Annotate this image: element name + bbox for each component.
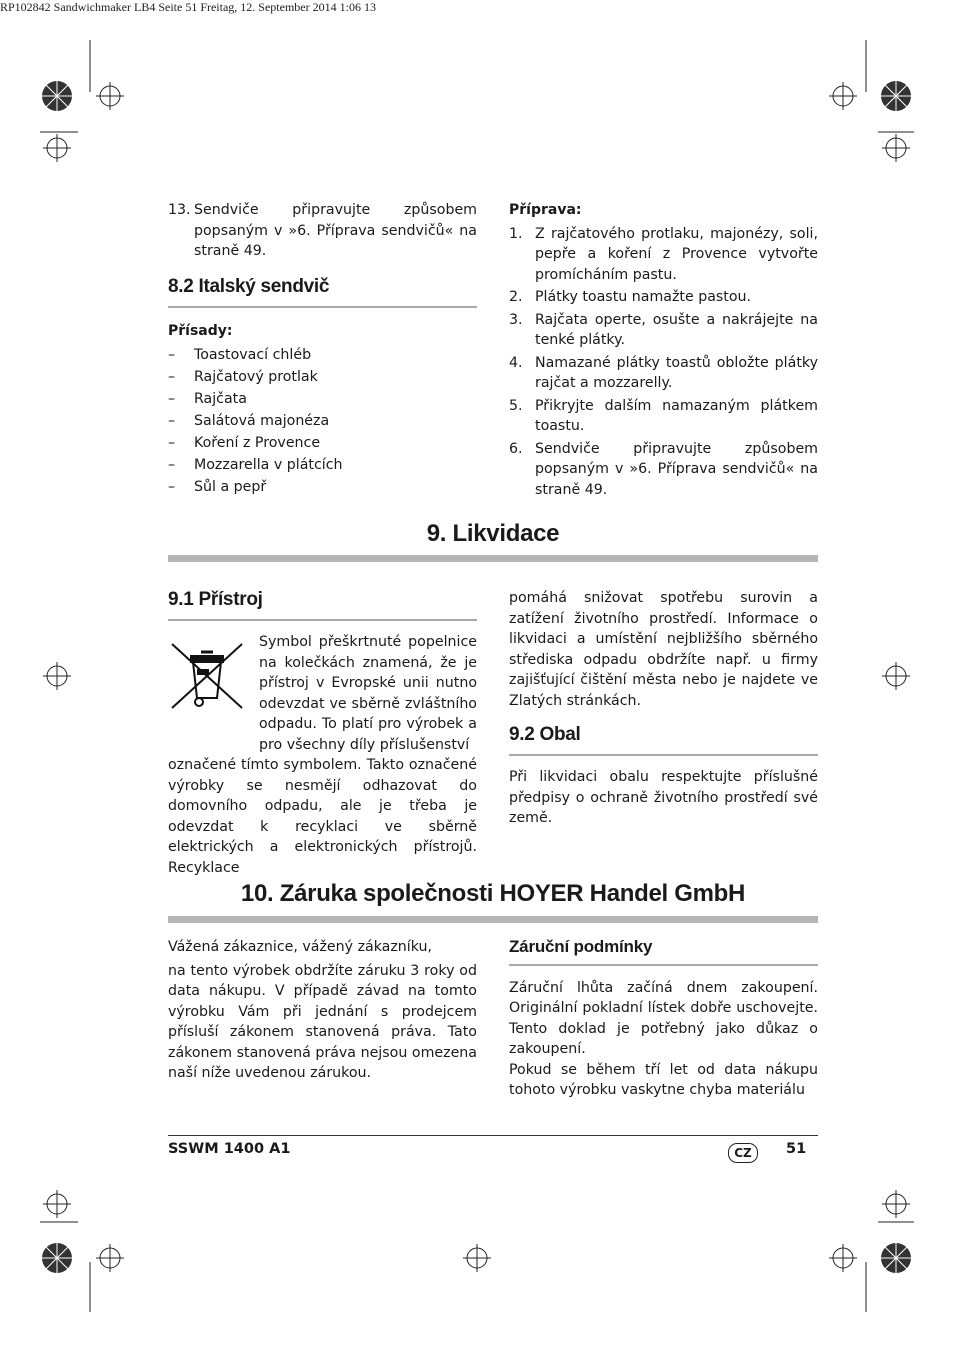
section-heading: 8.2 Italský sendvič [168, 276, 330, 297]
ingredient: Rajčatový protlak [194, 368, 318, 385]
list-item [168, 367, 477, 388]
list-number: 6. [509, 440, 523, 457]
list-item [168, 477, 477, 498]
dash-marker: – [168, 390, 176, 407]
list-number: 3. [509, 311, 523, 328]
list-number: 1. [509, 225, 523, 242]
chapter-rule [168, 555, 818, 562]
warranty-intro [168, 937, 477, 1084]
heading-rule [509, 754, 818, 756]
list-item [168, 389, 477, 410]
heading-rule [168, 619, 477, 621]
ingredient: Toastovací chléb [194, 346, 312, 363]
chapter-heading: 9. Likvidace [426, 520, 560, 547]
footer-rule [168, 1135, 818, 1136]
model-number: SSWM 1400 A1 [168, 1141, 291, 1157]
preparation-steps [509, 224, 818, 501]
chapter-rule [168, 916, 818, 923]
dash-marker: – [168, 368, 176, 385]
ingredient: Salátová majonéza [194, 412, 330, 429]
list-number: 5. [509, 397, 523, 414]
chapter-heading: 10. Záruka společnosti HOYER Handel GmbH [240, 880, 746, 907]
conditions-text: Pokud se během tří let od data nákupu tohoto výrobku vaskytne chyba materiálu [509, 1061, 818, 1098]
list-text: Z rajčatového protlaku, majonézy, soli, pepře a koření z Provence vytvořte promícháním pastu. [535, 225, 818, 283]
list-text: Plátky toastu namažte pastou. [535, 289, 752, 305]
section-8-2 [168, 275, 477, 499]
list-item [509, 439, 818, 501]
ingredients-label: Přísady: [168, 323, 233, 339]
language-badge: CZ [728, 1143, 758, 1163]
list-item [509, 287, 818, 308]
preparation-label: Příprava: [509, 202, 582, 218]
dash-marker: – [168, 478, 176, 495]
list-item [168, 200, 477, 262]
section-9-1 [168, 588, 477, 878]
list-text: Sendviče připravujte způsobem popsaným v »6. Příprava sendvičů« na straně 49. [194, 202, 477, 259]
list-item [168, 433, 477, 454]
weee-cont-text: pomáhá snižovat spotřebu surovin a zatížení životního prostředí. Informace o likvidaci a umístění nejbližšího sběrného střediska odpadu obdržíte např. u firmy zajišťující čištění města nebo je najdete ve Zlatých stránkách. [509, 590, 818, 709]
crossed-out-bin-icon [168, 640, 246, 712]
dash-marker: – [168, 412, 176, 429]
intro-text: na tento výrobek obdržíte záruku 3 roky od data nákupu. V případě závad na tomto výrobku Vám při jednání s prodejcem přísluší zákonem stanovená práva. Tato zákonem stanovená práva nejsou omezena naší níže uvedenou zárukou. [168, 962, 477, 1081]
list-item [168, 345, 477, 366]
list-text: Namazané plátky toastů obložte plátky rajčat a mozzarelly. [535, 354, 818, 391]
list-item [168, 411, 477, 432]
conditions-text: Záruční lhůta začíná dnem zakoupení. Originální pokladní lístek dobře uschovejte. Tento doklad je potřebný jako důkaz o zakoupení. [509, 979, 818, 1057]
list-number: 4. [509, 354, 523, 371]
print-slug: RP102842 Sandwichmaker LB4 Seite 51 Freitag, 12. September 2014 1:06 13 [0, 0, 376, 14]
dash-marker: – [168, 456, 176, 473]
list-item [168, 455, 477, 476]
left-top-column [168, 200, 477, 264]
list-text: Přikryjte dalším namazaným plátkem toastu. [535, 397, 818, 434]
list-item [509, 353, 818, 394]
greeting: Vážená zákaznice, vážený zákazníku, [168, 939, 433, 955]
list-item [509, 310, 818, 351]
warranty-conditions [509, 937, 818, 1101]
weee-wrap-text: Symbol přeškrtnuté popelnice na kolečkách znamená, že je přístroj v Evropské unii nutno odevzdat ve sběrně zvláštního odpadu. To platí pro výrobek a pro všechny díly příslušenství [259, 634, 477, 753]
section-heading: 9.2 Obal [509, 724, 581, 745]
heading-rule [509, 964, 818, 966]
list-number: 2. [509, 289, 523, 305]
ingredients-list [168, 345, 477, 498]
page-number: 51 [786, 1141, 807, 1157]
dash-marker: – [168, 346, 176, 363]
packaging-text: Při likvidaci obalu respektujte příslušné předpisy o ochraně životního prostředí své země. [509, 769, 818, 826]
heading-rule [168, 306, 477, 308]
list-number: 13. [168, 202, 191, 218]
weee-full-text: označené tímto symbolem. Takto označené výrobky se nesmějí odhazovat do domovního odpadu, ale je třeba je odevzdat k recyklaci ve sběrně elektrických a elektronických přístrojů. Recyklace [168, 757, 477, 876]
preparation [509, 200, 818, 502]
list-item [509, 224, 818, 286]
ingredient: Rajčata [194, 390, 247, 407]
ingredient: Koření z Provence [194, 434, 321, 451]
list-text: Rajčata operte, osušte a nakrájejte na tenké plátky. [535, 311, 818, 348]
step-list-continued [168, 200, 477, 262]
ingredient: Mozzarella v plátcích [194, 456, 343, 473]
conditions-heading: Záruční podmínky [509, 937, 653, 956]
ingredient: Sůl a pepř [194, 478, 267, 495]
section-9-1-continued [509, 588, 818, 829]
list-item [509, 396, 818, 437]
dash-marker: – [168, 434, 176, 451]
section-heading: 9.1 Přístroj [168, 589, 263, 610]
list-text: Sendviče připravujte způsobem popsaným v »6. Příprava sendvičů« na straně 49. [535, 440, 818, 498]
